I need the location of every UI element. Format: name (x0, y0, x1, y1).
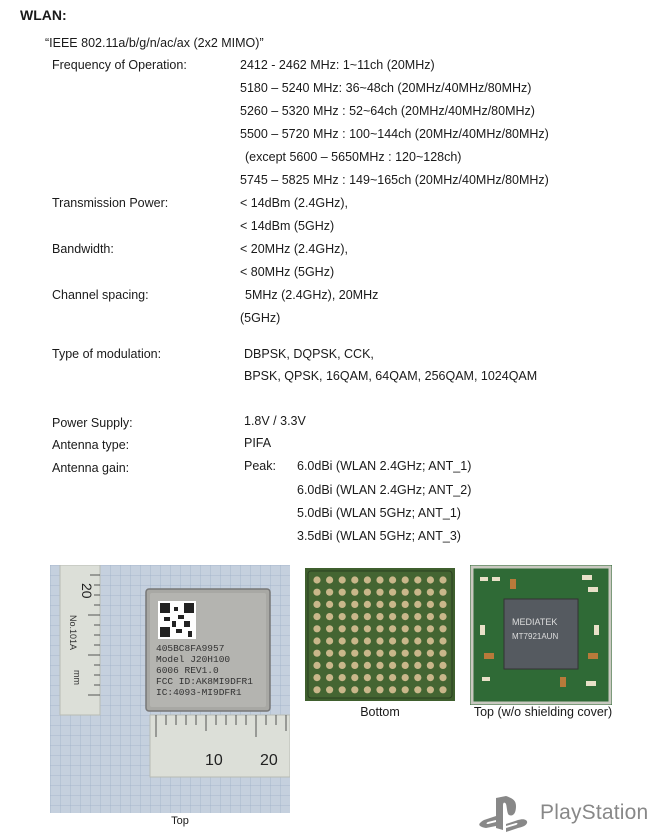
power-line-1: < 14dBm (2.4GHz), (240, 196, 349, 210)
solder-pad (376, 637, 383, 644)
modulation-line-2: BPSK, QPSK, 16QAM, 64QAM, 256QAM, 1024QAM (244, 369, 538, 383)
solder-pad (313, 637, 320, 644)
solder-pad (402, 674, 409, 681)
solder-pad (402, 637, 409, 644)
power-line-2: < 14dBm (5GHz) (240, 219, 335, 233)
solder-pad (414, 613, 421, 620)
solder-pad (351, 601, 358, 608)
solder-pad (389, 576, 396, 583)
solder-pad (351, 674, 358, 681)
solder-pad (389, 601, 396, 608)
solder-pad (389, 625, 396, 632)
solder-pad (414, 686, 421, 693)
solder-pad (326, 601, 333, 608)
solder-pad (439, 601, 446, 608)
solder-pad (313, 613, 320, 620)
solder-pad (376, 613, 383, 620)
solder-pad (402, 650, 409, 657)
solder-pad (351, 637, 358, 644)
solder-pad (339, 686, 346, 693)
ruler-mm-label: mm (72, 670, 82, 685)
solder-pad (364, 650, 371, 657)
solder-pad (389, 589, 396, 596)
antenna-type-value: PIFA (244, 436, 272, 450)
solder-pad (389, 650, 396, 657)
solder-pad (427, 650, 434, 657)
solder-pad (339, 601, 346, 608)
freq-line-3: 5260 – 5320 MHz : 52~64ch (20MHz/40MHz/80MHz) (240, 104, 535, 118)
label-modulation: Type of modulation: (52, 347, 162, 361)
solder-pad (339, 662, 346, 669)
solder-pad (414, 589, 421, 596)
module-top-illustration (50, 565, 290, 813)
solder-pad (326, 637, 333, 644)
gain-line-2: 6.0dBi (WLAN 2.4GHz; ANT_2) (297, 483, 472, 497)
gain-line-1: 6.0dBi (WLAN 2.4GHz; ANT_1) (297, 459, 472, 473)
solder-pad (414, 576, 421, 583)
solder-pad (339, 613, 346, 620)
chip-label-line-5: IC:4093-MI9DFR1 (156, 687, 242, 698)
solder-pad (326, 674, 333, 681)
solder-pad (439, 674, 446, 681)
solder-pad (364, 662, 371, 669)
solder-pad (402, 625, 409, 632)
ruler-digit-10: 10 (205, 752, 223, 769)
solder-pad (427, 674, 434, 681)
solder-pad (339, 674, 346, 681)
ruler-digit-20: 20 (260, 752, 278, 769)
solder-pad (313, 650, 320, 657)
solder-pad (439, 589, 446, 596)
spacing-line-1: 5MHz (2.4GHz), 20MHz (245, 288, 379, 302)
solder-pad (351, 613, 358, 620)
solder-pad (402, 613, 409, 620)
standard-line: “IEEE 802.11a/b/g/n/ac/ax (2x2 MIMO)” (45, 36, 264, 50)
solder-pad (414, 662, 421, 669)
solder-pad (376, 601, 383, 608)
antenna-gain-prefix: Peak: (244, 459, 276, 473)
solder-pad (326, 662, 333, 669)
module-top-photo (50, 565, 290, 813)
solder-pad (339, 650, 346, 657)
modulation-line-1: DBPSK, DQPSK, CCK, (244, 347, 374, 361)
solder-pad (439, 650, 446, 657)
chip-label-line-3: 6006 REV1.0 (156, 665, 219, 676)
solder-pad (313, 662, 320, 669)
solder-pad (439, 625, 446, 632)
solder-pad (427, 613, 434, 620)
solder-pad (339, 625, 346, 632)
solder-pad (351, 625, 358, 632)
solder-pad (376, 662, 383, 669)
gain-line-4: 3.5dBi (WLAN 5GHz; ANT_3) (297, 529, 461, 543)
solder-pad (414, 637, 421, 644)
solder-pad (326, 625, 333, 632)
solder-pad (364, 613, 371, 620)
label-channel-spacing: Channel spacing: (52, 288, 149, 302)
module-bottom-illustration (305, 568, 455, 701)
label-power-supply: Power Supply: (52, 416, 133, 430)
ruler-vertical-text: No.101A (68, 615, 78, 651)
solder-pad (402, 662, 409, 669)
solder-pad (313, 589, 320, 596)
solder-pad (376, 650, 383, 657)
solder-pad (313, 576, 320, 583)
solder-pad (364, 637, 371, 644)
solder-pad (439, 637, 446, 644)
solder-pad (326, 576, 333, 583)
solder-pad (439, 686, 446, 693)
solder-pad (389, 674, 396, 681)
solder-pad (326, 686, 333, 693)
solder-pad (339, 589, 346, 596)
solder-pad (414, 674, 421, 681)
chip-label-line-1: 405BC8FA9957 (156, 643, 225, 654)
solder-pad (427, 576, 434, 583)
solder-pad (389, 637, 396, 644)
solder-pad (364, 674, 371, 681)
bandwidth-line-2: < 80MHz (5GHz) (240, 265, 335, 279)
solder-pad (313, 674, 320, 681)
solder-pad (389, 686, 396, 693)
freq-line-5: (except 5600 – 5650MHz : 120~128ch) (245, 150, 462, 164)
solder-pad (326, 650, 333, 657)
module-bottom-photo (305, 568, 455, 701)
solder-pad (427, 662, 434, 669)
solder-pad (364, 576, 371, 583)
solder-pad (389, 662, 396, 669)
solder-pad (351, 650, 358, 657)
inner-chip-line-1: MEDIATEK (512, 617, 558, 627)
playstation-logo-icon (478, 796, 530, 834)
solder-pad (339, 637, 346, 644)
caption-top-unshielded: Top (w/o shielding cover) (473, 705, 613, 719)
gain-line-3: 5.0dBi (WLAN 5GHz; ANT_1) (297, 506, 461, 520)
solder-pad (351, 662, 358, 669)
solder-pad (326, 589, 333, 596)
module-unshielded-illustration (470, 565, 612, 705)
solder-pad (376, 674, 383, 681)
solder-pad (402, 589, 409, 596)
solder-pad (364, 601, 371, 608)
freq-line-6: 5745 – 5825 MHz : 149~165ch (20MHz/40MHz/80MHz) (240, 173, 549, 187)
chip-label-line-2: Model J20H100 (156, 654, 231, 665)
solder-pad (427, 601, 434, 608)
solder-pad (414, 601, 421, 608)
solder-pad (351, 576, 358, 583)
spacing-line-2: (5GHz) (240, 311, 281, 325)
supply-value: 1.8V / 3.3V (244, 414, 306, 428)
solder-pad (439, 662, 446, 669)
solder-pad (427, 589, 434, 596)
solder-pad (402, 686, 409, 693)
solder-pad (313, 625, 320, 632)
caption-top: Top (171, 815, 189, 827)
solder-pad (439, 576, 446, 583)
solder-pad (364, 686, 371, 693)
label-antenna-gain: Antenna gain: (52, 461, 130, 475)
solder-pad (439, 613, 446, 620)
solder-pad (364, 589, 371, 596)
freq-line-1: 2412 - 2462 MHz: 1~11ch (20MHz) (240, 58, 435, 72)
solder-pad (376, 589, 383, 596)
label-transmission-power: Transmission Power: (52, 196, 169, 210)
solder-pad (326, 613, 333, 620)
bandwidth-line-1: < 20MHz (2.4GHz), (240, 242, 349, 256)
solder-pad (364, 625, 371, 632)
chip-label-line-4: FCC ID:AK8MI9DFR1 (156, 676, 253, 687)
solder-pad (351, 686, 358, 693)
solder-pad (351, 589, 358, 596)
solder-pad (402, 576, 409, 583)
solder-pad (427, 686, 434, 693)
solder-pad (414, 650, 421, 657)
solder-pad (402, 601, 409, 608)
playstation-wordmark: PlayStation (540, 801, 649, 824)
solder-pad (313, 601, 320, 608)
solder-pad (376, 686, 383, 693)
caption-bottom: Bottom (360, 705, 400, 719)
inner-chip-line-2: MT7921AUN (512, 632, 559, 641)
section-title: WLAN: (20, 7, 67, 23)
label-bandwidth: Bandwidth: (52, 242, 114, 256)
freq-line-2: 5180 – 5240 MHz: 36~48ch (20MHz/40MHz/80MHz) (240, 81, 532, 95)
solder-pad (376, 576, 383, 583)
solder-pad (414, 625, 421, 632)
vertical-ruler-digits: 20 (79, 583, 95, 599)
freq-line-4: 5500 – 5720 MHz : 100~144ch (20MHz/40MHz/80MHz) (240, 127, 549, 141)
solder-pad (339, 576, 346, 583)
module-unshielded-photo (470, 565, 612, 705)
solder-pad (376, 625, 383, 632)
label-antenna-type: Antenna type: (52, 438, 130, 452)
solder-pad (427, 625, 434, 632)
solder-pad (313, 686, 320, 693)
solder-pad (427, 637, 434, 644)
solder-pad (389, 613, 396, 620)
label-frequency: Frequency of Operation: (52, 58, 187, 72)
